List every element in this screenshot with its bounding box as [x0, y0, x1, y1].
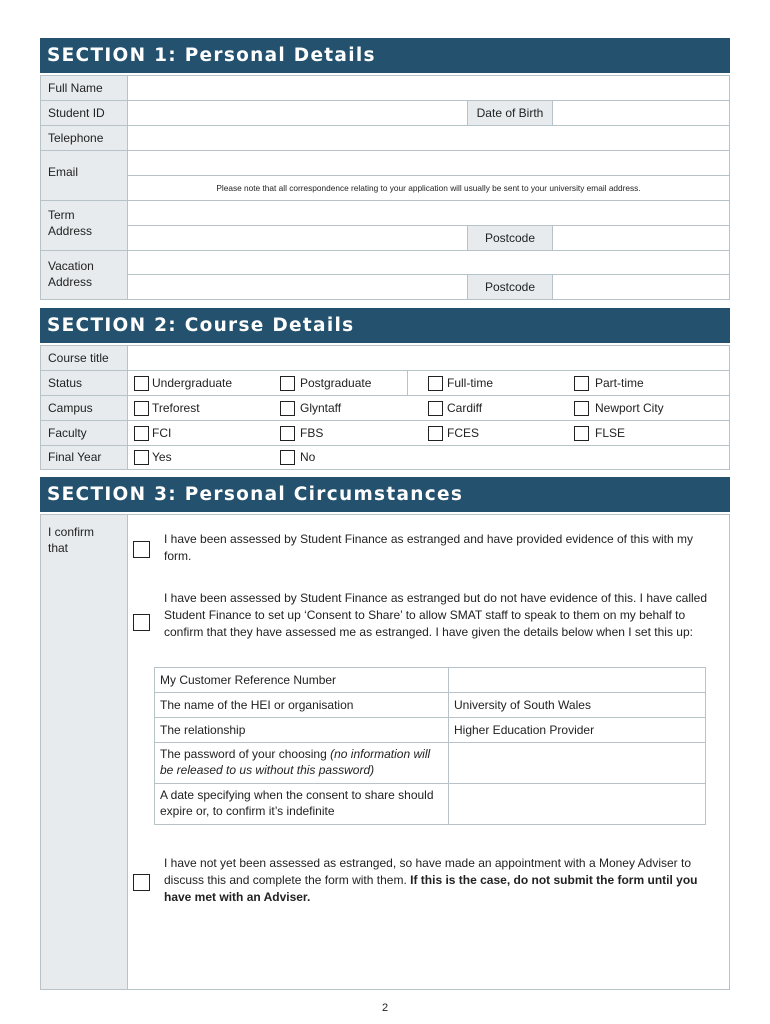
dob-label: Date of Birth [467, 101, 553, 125]
email-note: Please note that all correspondence relating to your application will usually be sent to your university email address. [216, 183, 641, 193]
details-label: The password of your choosing [160, 747, 327, 761]
faculty-row [41, 421, 729, 446]
fbs-checkbox[interactable] [280, 426, 295, 441]
vacation-address-row [41, 251, 729, 299]
course-title-label: Course title [41, 346, 128, 370]
glyntaff-label: Glyntaff [300, 401, 342, 415]
status-row [41, 371, 729, 396]
term-postcode-field[interactable] [553, 226, 729, 250]
option1-checkbox[interactable] [133, 541, 150, 558]
faculty-label: Faculty [41, 421, 128, 445]
term-address-line2[interactable] [128, 226, 467, 250]
details-row [155, 693, 705, 718]
confirm-label: I confirm that [41, 515, 128, 989]
telephone-row [41, 126, 729, 151]
course-details-table [40, 345, 730, 470]
final-year-row [41, 446, 729, 469]
details-row [155, 668, 705, 693]
details-value[interactable]: University of South Wales [454, 698, 591, 712]
option3-checkbox[interactable] [133, 874, 150, 891]
dob-field[interactable] [553, 101, 729, 125]
vacation-postcode-label: Postcode [467, 275, 553, 299]
term-postcode-label: Postcode [467, 226, 553, 250]
final-year-no-label: No [300, 450, 316, 464]
option3-text: I have not yet been assessed as estranged, so have made an appointment with a Money Adviser to discuss this and complete the form with them. [164, 856, 691, 887]
glyntaff-checkbox[interactable] [280, 401, 295, 416]
final-year-no-checkbox[interactable] [280, 450, 295, 465]
postgraduate-checkbox[interactable] [280, 376, 295, 391]
cardiff-label: Cardiff [447, 401, 483, 415]
full-time-label: Full-time [447, 376, 494, 390]
page-number: 2 [381, 1002, 389, 1014]
email-label: Email [41, 151, 128, 200]
student-id-row [41, 101, 729, 126]
flse-checkbox[interactable] [574, 426, 589, 441]
student-id-label: Student ID [41, 101, 128, 125]
term-address-label: Term Address [41, 201, 128, 250]
details-label-cell [155, 743, 449, 783]
personal-circumstances-table [40, 514, 730, 990]
vacation-address-line1[interactable] [128, 251, 729, 275]
full-name-field[interactable] [128, 76, 729, 100]
personal-details-table [40, 75, 730, 300]
email-row [41, 151, 729, 201]
option1-text: I have been assessed by Student Finance as estranged and have provided evidence of this with my form. [164, 532, 693, 563]
vacation-address-line2[interactable] [128, 275, 467, 299]
fci-checkbox[interactable] [134, 426, 149, 441]
details-label: The name of the HEI or organisation [155, 693, 449, 717]
postgraduate-label: Postgraduate [300, 376, 372, 390]
full-name-label: Full Name [41, 76, 128, 100]
vacation-address-label: Vacation Address [41, 251, 128, 299]
status-divider [407, 371, 408, 395]
telephone-label: Telephone [41, 126, 128, 150]
details-value[interactable] [449, 743, 705, 783]
part-time-checkbox[interactable] [574, 376, 589, 391]
status-label: Status [41, 371, 128, 395]
cardiff-checkbox[interactable] [428, 401, 443, 416]
course-title-field[interactable] [128, 346, 729, 370]
section3-heading: SECTION 3: Personal Circumstances [40, 477, 730, 512]
fces-label: FCES [447, 426, 480, 440]
option3-warning: If this is the case, do not submit the form until you have met with an Adviser. [164, 873, 698, 904]
section2-heading: SECTION 2: Course Details [40, 308, 730, 343]
course-title-row [41, 346, 729, 371]
details-row [155, 718, 705, 743]
term-address-line1[interactable] [128, 201, 729, 226]
telephone-field[interactable] [128, 126, 729, 150]
full-time-checkbox[interactable] [428, 376, 443, 391]
flse-label: FLSE [595, 426, 626, 440]
option2-text: I have been assessed by Student Finance as estranged but do not have evidence of this. I have called Student Finance to set up ‘Consent to Share’ to allow SMAT staff to speak to them on my behalf to confirm that they have assessed me as estranged. I have given the details below when I set this up: [164, 591, 708, 639]
details-label: My Customer Reference Number [155, 668, 449, 692]
email-field[interactable] [128, 151, 729, 176]
treforest-label: Treforest [152, 401, 200, 415]
details-label: The relationship [155, 718, 449, 742]
consent-details-table [154, 667, 706, 825]
option3-text-block [164, 855, 726, 906]
newport-city-label: Newport City [595, 401, 664, 415]
treforest-checkbox[interactable] [134, 401, 149, 416]
undergraduate-label: Undergraduate [152, 376, 233, 390]
details-row [155, 743, 705, 784]
final-year-yes-label: Yes [152, 450, 172, 464]
part-time-label: Part-time [595, 376, 644, 390]
details-row [155, 784, 705, 824]
undergraduate-checkbox[interactable] [134, 376, 149, 391]
student-id-field[interactable] [128, 101, 467, 125]
vacation-postcode-field[interactable] [553, 275, 729, 299]
option2-checkbox[interactable] [133, 614, 150, 631]
final-year-label: Final Year [41, 446, 128, 469]
section1-heading: SECTION 1: Personal Details [40, 38, 730, 73]
details-value[interactable] [449, 784, 705, 824]
term-address-row [41, 201, 729, 251]
details-label-note: (no information will be released to us without this password) [160, 747, 431, 777]
newport-city-checkbox[interactable] [574, 401, 589, 416]
details-value[interactable] [449, 668, 705, 692]
campus-label: Campus [41, 396, 128, 420]
details-label: A date specifying when the consent to share should expire or, to confirm it’s indefinite [155, 784, 449, 824]
final-year-yes-checkbox[interactable] [134, 450, 149, 465]
fci-label: FCI [152, 426, 172, 440]
fbs-label: FBS [300, 426, 324, 440]
fces-checkbox[interactable] [428, 426, 443, 441]
campus-row [41, 396, 729, 421]
full-name-row [41, 76, 729, 101]
details-value[interactable]: Higher Education Provider [454, 723, 595, 737]
